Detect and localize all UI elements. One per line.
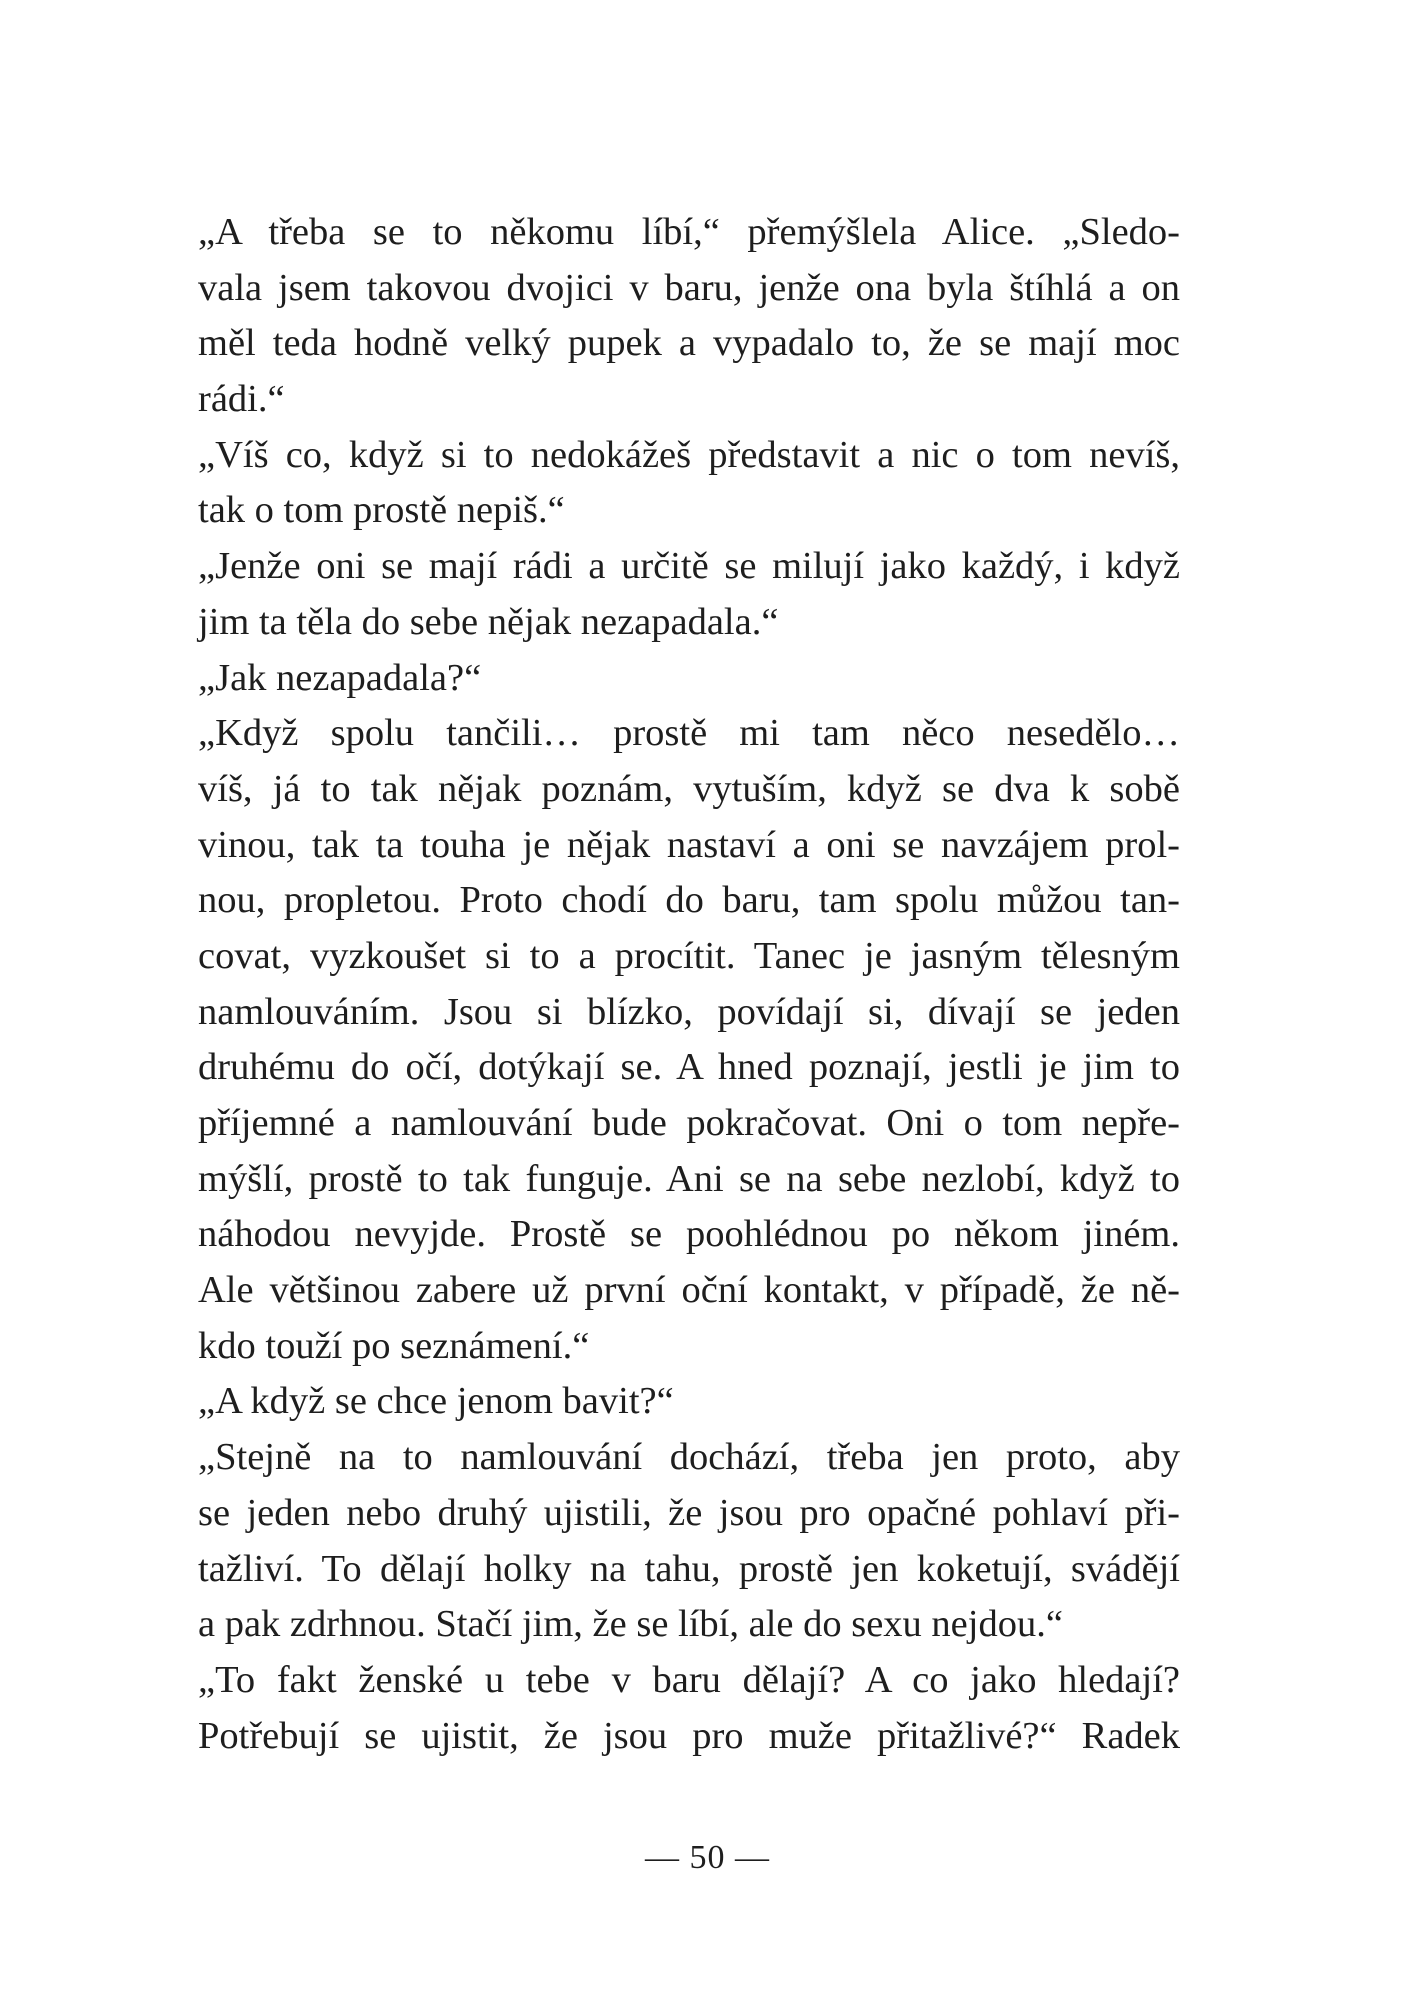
text-line: víš, já to tak nějak poznám, vytuším, když se dva k sobě [198,767,1180,810]
text-line: náhodou nevyjde. Prostě se poohlédnou po někom jiném. [198,1213,1180,1256]
text-line: „Když spolu tančili… prostě mi tam něco nesedělo… [198,712,1180,755]
text-line: „Stejně na to namlouvání dochází, třeba jen proto, aby [198,1436,1180,1479]
text-line: namlouváním. Jsou si blízko, povídají si, dívají se jeden [198,990,1180,1033]
text-line: covat, vyzkoušet si to a procítit. Tanec je jasným tělesným [198,934,1180,977]
text-line: a pak zdrhnou. Stačí jim, že se líbí, ale do sexu nejdou.“ [198,1603,1063,1646]
text-line: Ale většinou zabere už první oční kontakt, v případě, že ně- [198,1269,1180,1312]
page-number: — 50 — [645,1839,770,1876]
text-line: mýšlí, prostě to tak funguje. Ani se na sebe nezlobí, když to [198,1157,1180,1200]
text-line: druhému do očí, dotýkají se. A hned poznají, jestli je jim to [198,1046,1180,1089]
text-line: se jeden nebo druhý ujistili, že jsou pro opačné pohlaví při- [198,1491,1180,1534]
text-line: nou, propletou. Proto chodí do baru, tam spolu můžou tan- [198,879,1180,922]
text-line: tak o tom prostě nepiš.“ [198,489,565,532]
text-line: tažliví. To dělají holky na tahu, prostě jen koketují, svádějí [198,1547,1180,1590]
text-line: kdo touží po seznámení.“ [198,1324,590,1367]
text-line: „A třeba se to někomu líbí,“ přemýšlela Alice. „Sledo- [198,211,1180,253]
text-line: rádi.“ [198,378,285,421]
text-line: Potřebují se ujistit, že jsou pro muže přitažlivé?“ Radek [198,1714,1180,1757]
body-text [198,205,1180,1764]
text-line: jim ta těla do sebe nějak nezapadala.“ [198,600,779,643]
text-line: „Jak nezapadala?“ [198,656,482,699]
text-line: „A když se chce jenom bavit?“ [198,1380,674,1423]
text-line: „To fakt ženské u tebe v baru dělají? A co jako hledají? [198,1658,1180,1701]
text-line: vinou, tak ta touha je nějak nastaví a oni se navzájem prol- [198,823,1180,866]
text-line: vala jsem takovou dvojici v baru, jenže ona byla štíhlá a on [198,266,1180,309]
text-line: „Víš co, když si to nedokážeš představit a nic o tom nevíš, [198,433,1180,476]
text-line: měl teda hodně velký pupek a vypadalo to, že se mají moc [198,322,1180,365]
text-line: příjemné a namlouvání bude pokračovat. Oni o tom nepře- [198,1102,1180,1144]
text-line: „Jenže oni se mají rádi a určitě se milují jako každý, i když [198,545,1180,588]
